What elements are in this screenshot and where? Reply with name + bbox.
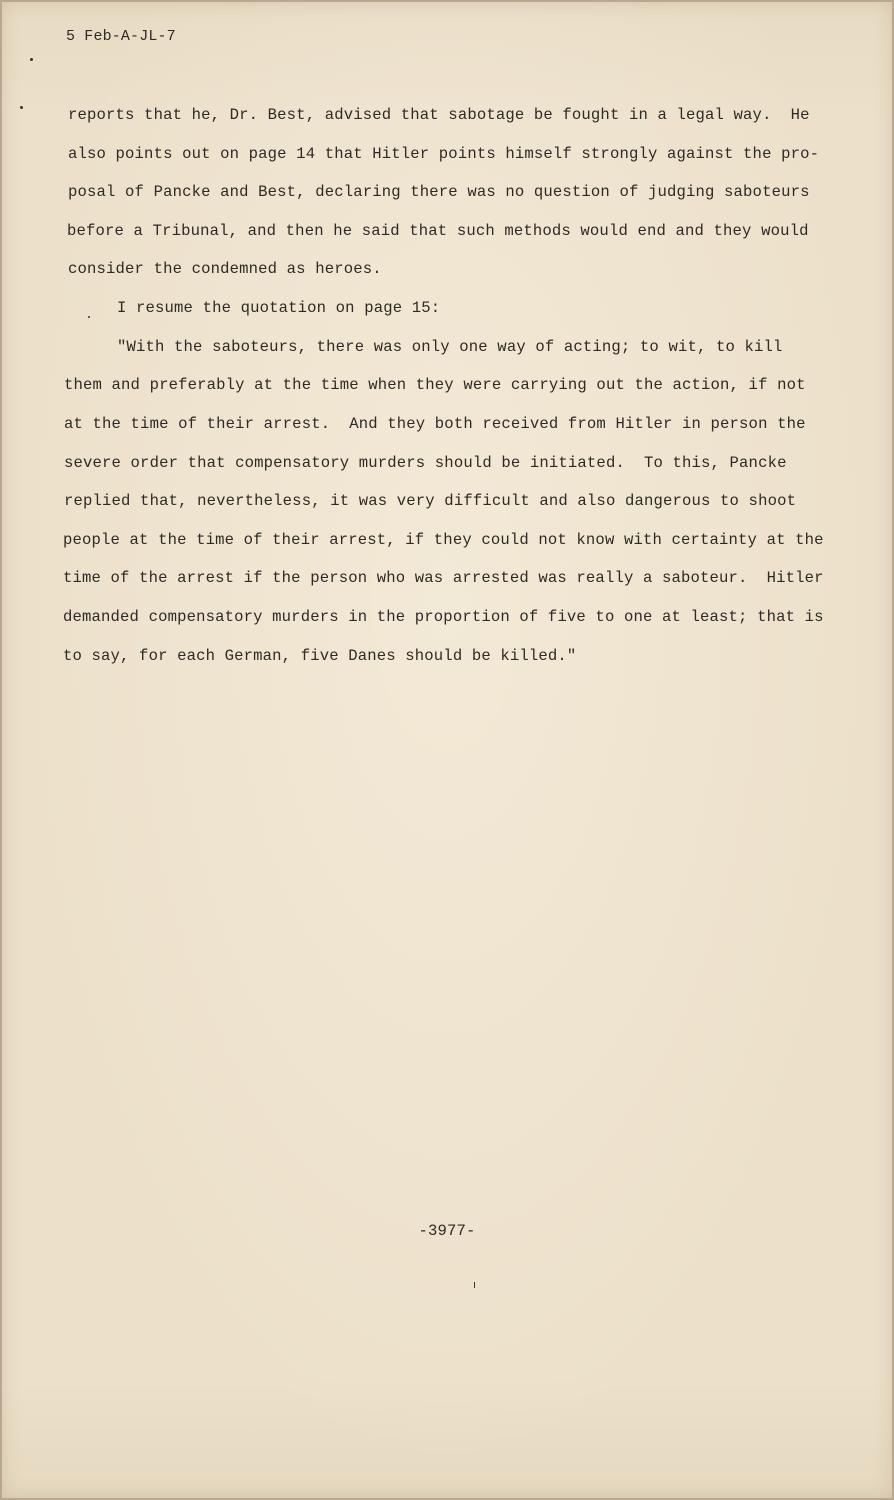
page-number: -3977- <box>418 1222 476 1240</box>
paper-speck <box>474 1282 475 1288</box>
paper-speck <box>88 316 90 318</box>
text-line: them and preferably at the time when they were carrying out the action, if not <box>64 376 806 394</box>
text-line: demanded compensatory murders in the proportion of five to one at least; that is <box>63 608 824 626</box>
text-line: at the time of their arrest. And they both received from Hitler in person the <box>64 415 806 433</box>
text-line: "With the saboteurs, there was only one way of acting; to wit, to kill <box>117 338 783 356</box>
text-line: I resume the quotation on page 15: <box>117 299 441 317</box>
text-line: people at the time of their arrest, if they could not know with certainty at the <box>63 531 824 549</box>
text-line: also points out on page 14 that Hitler points himself strongly against the pro- <box>68 145 820 163</box>
text-line: time of the arrest if the person who was arrested was really a saboteur. Hitler <box>63 569 824 587</box>
document-page <box>2 2 892 1498</box>
paper-speck <box>20 106 23 109</box>
document-header: 5 Feb-A-JL-7 <box>66 28 176 45</box>
paper-speck <box>30 58 33 61</box>
text-line: severe order that compensatory murders should be initiated. To this, Pancke <box>64 454 787 472</box>
text-line: replied that, nevertheless, it was very difficult and also dangerous to shoot <box>64 492 797 510</box>
text-line: reports that he, Dr. Best, advised that sabotage be fought in a legal way. He <box>68 106 810 124</box>
text-line: before a Tribunal, and then he said that such methods would end and they would <box>67 222 809 240</box>
text-line: consider the condemned as heroes. <box>68 260 382 278</box>
text-line: posal of Pancke and Best, declaring there was no question of judging saboteurs <box>68 183 810 201</box>
text-line: to say, for each German, five Danes should be killed." <box>63 647 577 665</box>
